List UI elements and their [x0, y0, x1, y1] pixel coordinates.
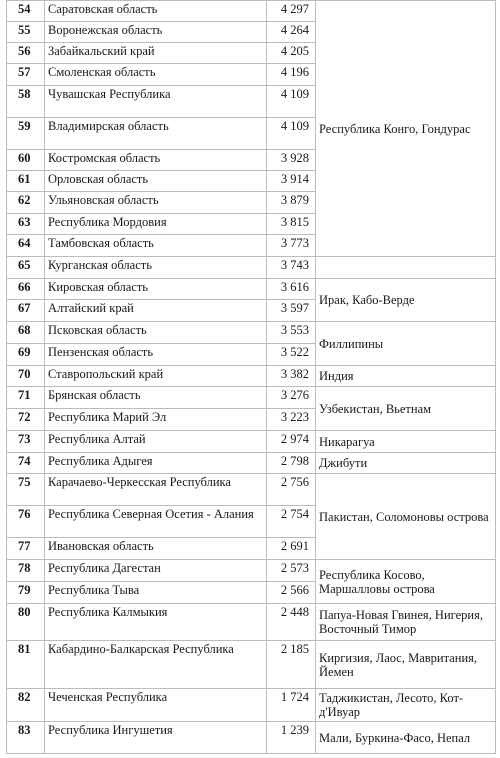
value-cell: 3 928 [267, 150, 316, 171]
table-row [7, 722, 496, 754]
value-cell: 3 223 [267, 409, 316, 431]
country-cell: Индия [316, 366, 496, 387]
value-cell: 3 616 [267, 279, 316, 300]
table-row [7, 322, 496, 344]
value-cell: 2 974 [267, 431, 316, 453]
region-cell: Смоленская область [45, 64, 267, 86]
rank-cell: 60 [7, 150, 45, 171]
country-cell: Республика Конго, Гондурас [316, 1, 496, 257]
region-cell: Республика Алтай [45, 431, 267, 453]
value-cell: 3 382 [267, 366, 316, 387]
rank-cell: 63 [7, 214, 45, 235]
country-cell: Мали, Буркина-Фасо, Непал [316, 722, 496, 754]
table-row [7, 366, 496, 387]
table-row [7, 1, 496, 22]
value-cell: 2 573 [267, 560, 316, 582]
rank-cell: 79 [7, 582, 45, 604]
value-cell: 3 815 [267, 214, 316, 235]
region-cell: Ставропольский край [45, 366, 267, 387]
rank-cell: 81 [7, 641, 45, 689]
rank-cell: 54 [7, 1, 45, 22]
region-cell: Республика Ингушетия [45, 722, 267, 754]
country-cell [316, 257, 496, 279]
value-cell: 4 109 [267, 86, 316, 118]
region-cell: Кабардино-Балкарская Республика [45, 641, 267, 689]
region-cell: Костромская область [45, 150, 267, 171]
region-cell: Тамбовская область [45, 235, 267, 257]
table-row [7, 641, 496, 689]
region-cell: Кировская область [45, 279, 267, 300]
region-cell: Саратовская область [45, 1, 267, 22]
rank-cell: 77 [7, 538, 45, 560]
region-cell: Псковская область [45, 322, 267, 344]
region-cell: Брянская область [45, 387, 267, 409]
rank-cell: 76 [7, 506, 45, 538]
rank-cell: 80 [7, 604, 45, 641]
rank-cell: 83 [7, 722, 45, 754]
rank-cell: 58 [7, 86, 45, 118]
rank-cell: 75 [7, 474, 45, 506]
region-cell: Пензенская область [45, 344, 267, 366]
value-cell: 3 276 [267, 387, 316, 409]
rank-cell: 72 [7, 409, 45, 431]
region-cell: Республика Северная Осетия - Алания [45, 506, 267, 538]
rank-cell: 55 [7, 22, 45, 43]
region-cell: Владимирская область [45, 118, 267, 150]
value-cell: 2 691 [267, 538, 316, 560]
region-cell: Республика Марий Эл [45, 409, 267, 431]
value-cell: 2 566 [267, 582, 316, 604]
region-cell: Республика Дагестан [45, 560, 267, 582]
region-cell: Чувашская Республика [45, 86, 267, 118]
rank-cell: 62 [7, 192, 45, 214]
region-cell: Воронежская область [45, 22, 267, 43]
table-row [7, 560, 496, 582]
region-cell: Республика Калмыкия [45, 604, 267, 641]
value-cell: 2 798 [267, 453, 316, 474]
rank-cell: 66 [7, 279, 45, 300]
region-cell: Республика Тыва [45, 582, 267, 604]
value-cell: 1 239 [267, 722, 316, 754]
value-cell: 3 522 [267, 344, 316, 366]
country-cell: Киргизия, Лаос, Мавритания, Йемен [316, 641, 496, 689]
table-row [7, 431, 496, 453]
rank-cell: 82 [7, 689, 45, 722]
country-cell: Папуа-Новая Гвинея, Нигерия, Восточный Тимор [316, 604, 496, 641]
rank-cell: 73 [7, 431, 45, 453]
country-cell: Республика Косово, Маршалловы острова [316, 560, 496, 604]
table-row [7, 257, 496, 279]
region-cell: Карачаево-Черкесская Республика [45, 474, 267, 506]
value-cell: 4 196 [267, 64, 316, 86]
region-cell: Алтайский край [45, 300, 267, 322]
value-cell: 2 448 [267, 604, 316, 641]
value-cell: 4 109 [267, 118, 316, 150]
regions-table [6, 0, 496, 754]
value-cell: 2 756 [267, 474, 316, 506]
country-cell: Ирак, Кабо-Верде [316, 279, 496, 322]
country-cell: Филлипины [316, 322, 496, 366]
rank-cell: 70 [7, 366, 45, 387]
value-cell: 3 879 [267, 192, 316, 214]
table-row [7, 474, 496, 506]
rank-cell: 74 [7, 453, 45, 474]
rank-cell: 61 [7, 171, 45, 192]
rank-cell: 64 [7, 235, 45, 257]
rank-cell: 71 [7, 387, 45, 409]
table-row [7, 387, 496, 409]
value-cell: 3 773 [267, 235, 316, 257]
value-cell: 4 297 [267, 1, 316, 22]
region-cell: Ульяновская область [45, 192, 267, 214]
value-cell: 4 205 [267, 43, 316, 64]
rank-cell: 69 [7, 344, 45, 366]
rank-cell: 67 [7, 300, 45, 322]
value-cell: 3 597 [267, 300, 316, 322]
country-cell: Никарагуа [316, 431, 496, 453]
table-row [7, 689, 496, 722]
region-cell: Забайкальский край [45, 43, 267, 64]
region-cell: Республика Мордовия [45, 214, 267, 235]
table-row [7, 453, 496, 474]
rank-cell: 57 [7, 64, 45, 86]
table-row [7, 604, 496, 641]
table-row [7, 279, 496, 300]
rank-cell: 78 [7, 560, 45, 582]
value-cell: 1 724 [267, 689, 316, 722]
value-cell: 2 754 [267, 506, 316, 538]
country-cell: Пакистан, Соломоновы острова [316, 474, 496, 560]
rank-cell: 56 [7, 43, 45, 64]
rank-cell: 65 [7, 257, 45, 279]
country-cell: Джибути [316, 453, 496, 474]
value-cell: 3 743 [267, 257, 316, 279]
value-cell: 3 553 [267, 322, 316, 344]
region-cell: Курганская область [45, 257, 267, 279]
region-cell: Ивановская область [45, 538, 267, 560]
rank-cell: 68 [7, 322, 45, 344]
region-cell: Орловская область [45, 171, 267, 192]
value-cell: 3 914 [267, 171, 316, 192]
region-cell: Республика Адыгея [45, 453, 267, 474]
country-cell: Таджикистан, Лесото, Кот-д'Ивуар [316, 689, 496, 722]
rank-cell: 59 [7, 118, 45, 150]
region-cell: Чеченская Республика [45, 689, 267, 722]
value-cell: 2 185 [267, 641, 316, 689]
value-cell: 4 264 [267, 22, 316, 43]
country-cell: Узбекистан, Вьетнам [316, 387, 496, 431]
